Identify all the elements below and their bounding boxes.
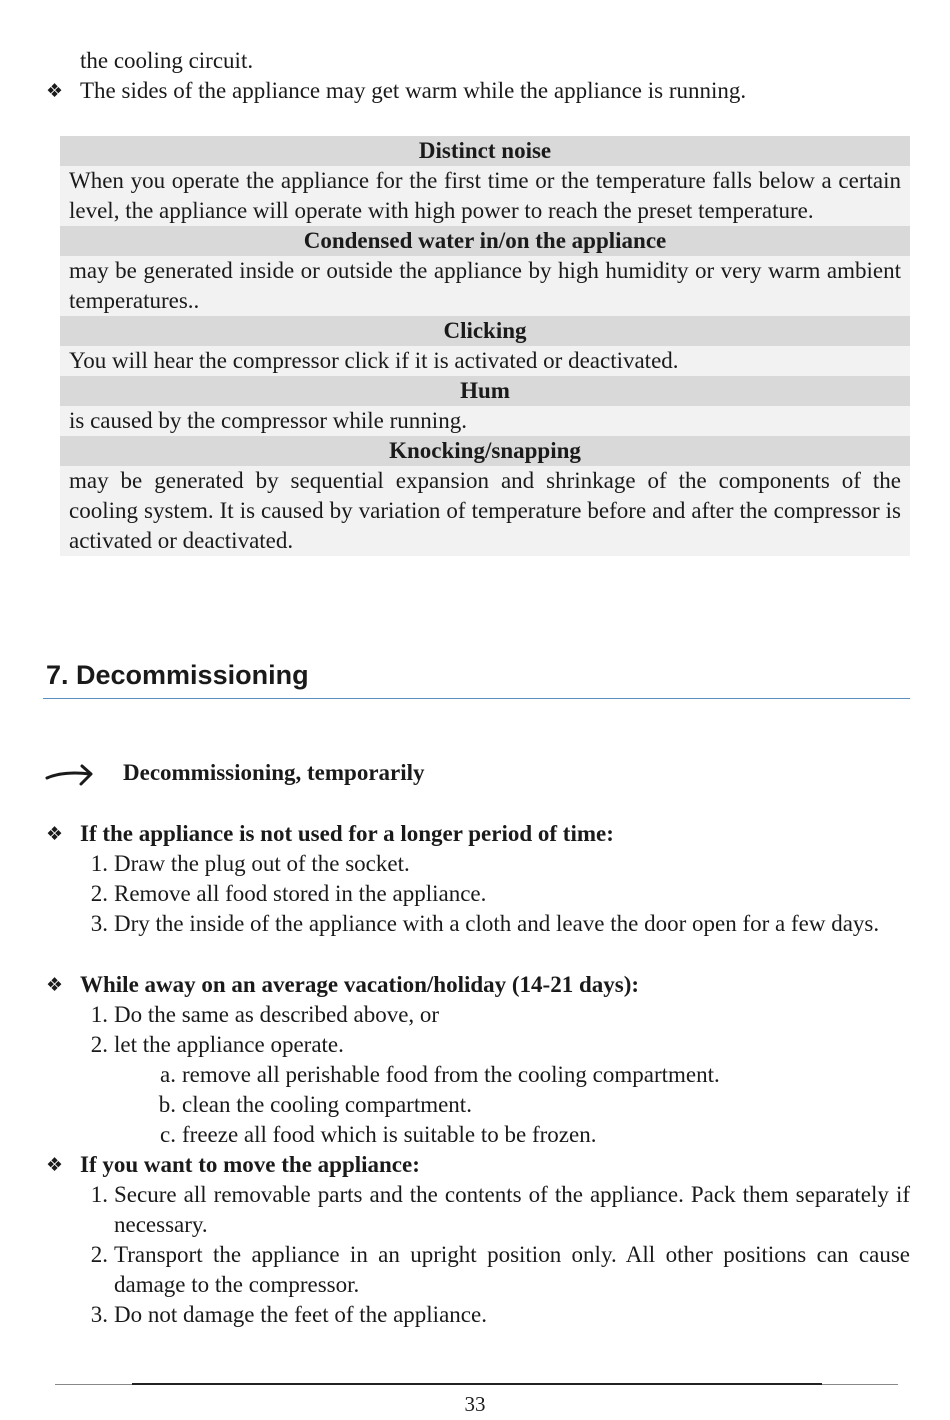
continuation-text: the cooling circuit. [80,48,254,73]
noise-heading: Clicking [60,316,910,346]
block-heading-text: If you want to move the appliance: [80,1152,420,1177]
list-number: 2. [90,1242,108,1267]
list-item [46,1240,910,1300]
list-item [46,849,910,879]
sub-list-text: clean the cooling compartment. [182,1092,472,1117]
list-text: Transport the appliance in an upright position only. All other positions can cause damage to the compressor. [114,1242,910,1297]
list-number: 2. [90,881,108,906]
section-title: 7. Decommissioning [46,660,309,690]
noise-table [60,136,910,556]
sub-list-text: remove all perishable food from the cooling compartment. [182,1062,720,1087]
list-item [46,1300,910,1330]
page-number: 33 [464,1392,486,1416]
diamond-bullet-icon: ❖ [46,1154,64,1176]
diamond-bullet-icon: ❖ [46,823,64,845]
list-text: Remove all food stored in the appliance. [114,881,487,906]
block-heading [46,970,910,1000]
section-divider [43,698,910,699]
list-text: Draw the plug out of the socket. [114,851,410,876]
noise-heading: Knocking/snapping [60,436,910,466]
sub-list-item [46,1060,910,1090]
diamond-bullet-icon: ❖ [46,974,64,996]
instruction-block [46,819,910,939]
list-number: 3. [90,911,108,936]
list-item [46,1000,910,1030]
noise-heading: Distinct noise [60,136,910,166]
list-text: Do not damage the feet of the appliance. [114,1302,487,1327]
block-heading [46,819,910,849]
sub-list-item [46,1120,910,1150]
sub-list-text: freeze all food which is suitable to be frozen. [182,1122,597,1147]
sub-list-item [46,1090,910,1120]
noise-heading: Condensed water in/on the appliance [60,226,910,256]
block-heading [46,1150,910,1180]
instruction-block [46,1150,910,1330]
list-item [46,1030,910,1060]
noise-heading: Hum [60,376,910,406]
list-number: 1. [90,1002,108,1027]
list-text: let the appliance operate. [114,1032,344,1057]
noise-description: may be generated inside or outside the appliance by high humidity or very warm ambient temperatures.. [60,256,910,316]
footer-rule-accent [132,1383,822,1385]
noise-description: is caused by the compressor while running. [60,406,910,436]
noise-description: You will hear the compressor click if it is activated or deactivated. [60,346,910,376]
instruction-block [46,970,910,1150]
bullet-text: The sides of the appliance may get warm while the appliance is running. [80,78,747,103]
list-text: Do the same as described above, or [114,1002,440,1027]
list-text: Dry the inside of the appliance with a cloth and leave the door open for a few days. [114,911,880,936]
noise-description: When you operate the appliance for the first time or the temperature falls below a certain level, the appliance will operate with high power to reach the preset temperature. [60,166,910,226]
subsection-heading: Decommissioning, temporarily [123,760,425,785]
block-heading-text: While away on an average vacation/holiday (14-21 days): [80,972,640,997]
list-number: 2. [90,1032,108,1057]
arrow-icon [44,762,96,788]
list-item [46,909,910,939]
list-item [46,1180,910,1240]
sub-list-letter: b. [158,1092,176,1117]
noise-description: may be generated by sequential expansion and shrinkage of the components of the cooling system. It is caused by variation of temperature before and after the compressor is activated or deactivated. [60,466,910,556]
list-text: Secure all removable parts and the contents of the appliance. Pack them separately if necessary. [114,1182,910,1237]
diamond-bullet-icon: ❖ [46,80,64,102]
list-item [46,879,910,909]
block-heading-text: If the appliance is not used for a longer period of time: [80,821,614,846]
list-number: 1. [90,1182,108,1207]
list-number: 3. [90,1302,108,1327]
list-number: 1. [90,851,108,876]
sub-list-letter: c. [160,1122,176,1147]
sub-list-letter: a. [160,1062,176,1087]
